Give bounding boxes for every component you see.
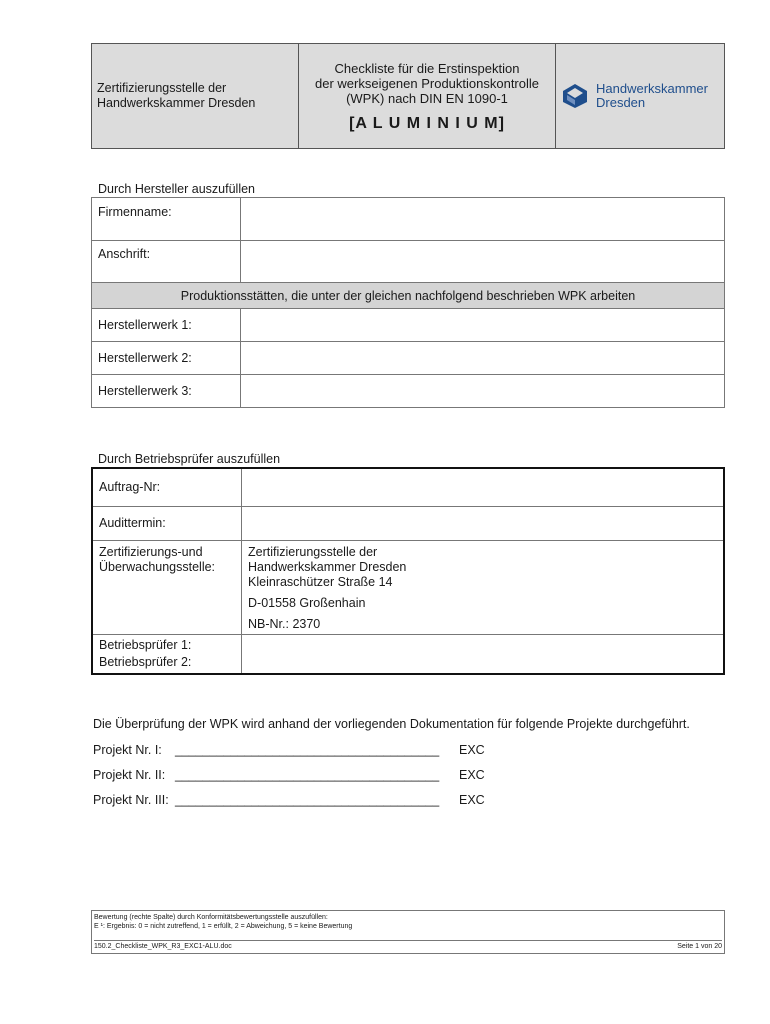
body-line1: Zertifizierungsstelle der bbox=[248, 544, 378, 559]
certification-body-row bbox=[92, 540, 724, 634]
project3-exc: EXC bbox=[459, 793, 485, 807]
auditors-label bbox=[92, 634, 242, 674]
plant2-row bbox=[92, 342, 725, 375]
address-row bbox=[92, 241, 725, 283]
auditor-table bbox=[91, 467, 725, 675]
project3-field[interactable]: ______________________________________ bbox=[175, 793, 440, 807]
body-line2: Handwerkskammer Dresden bbox=[248, 559, 407, 574]
company-row bbox=[92, 198, 725, 241]
sites-heading: Produktionsstätten, die unter der gleichen nachfolgend beschrieben WPK arbeiten bbox=[92, 283, 725, 309]
plant1-label: Herstellerwerk 1: bbox=[92, 309, 241, 342]
plant3-label: Herstellerwerk 3: bbox=[92, 375, 241, 408]
project1-exc: EXC bbox=[459, 743, 485, 757]
hwk-logo-icon bbox=[562, 83, 588, 109]
manufacturer-section-heading: Durch Hersteller auszufüllen bbox=[98, 182, 256, 196]
company-field[interactable] bbox=[241, 198, 725, 241]
project1-label: Projekt Nr. I: bbox=[93, 743, 162, 757]
project2-field[interactable]: ______________________________________ bbox=[175, 768, 440, 782]
order-label: Auftrag-Nr: bbox=[92, 468, 242, 506]
body-label-line1: Zertifizierungs-und bbox=[99, 544, 203, 559]
audit-date-field[interactable] bbox=[242, 506, 725, 540]
order-row bbox=[92, 468, 724, 506]
footer-note-line1: Bewertung (rechte Spalte) durch Konformitätsbewertungsstelle auszufüllen: bbox=[94, 914, 328, 921]
logo-line1: Handwerkskammer bbox=[596, 81, 708, 96]
auditor2-label: Betriebsprüfer 2: bbox=[99, 654, 192, 669]
projects-intro: Die Überprüfung der WPK wird anhand der vorliegenden Dokumentation für folgende Projekte durchgeführt. bbox=[93, 717, 690, 731]
plant2-label: Herstellerwerk 2: bbox=[92, 342, 241, 375]
manufacturer-table bbox=[91, 197, 725, 408]
certification-body-address bbox=[242, 540, 725, 634]
plant3-field[interactable] bbox=[241, 375, 725, 408]
body-line4: D-01558 Großenhain bbox=[248, 595, 366, 610]
audit-date-row bbox=[92, 506, 724, 540]
body-line3: Kleinraschützer Straße 14 bbox=[248, 574, 393, 589]
header-left-line2: Handwerkskammer Dresden bbox=[97, 96, 256, 110]
certification-body-label bbox=[92, 540, 242, 634]
project2-label: Projekt Nr. II: bbox=[93, 768, 166, 782]
page-footer bbox=[91, 910, 725, 954]
logo-line2: Dresden bbox=[596, 95, 646, 110]
auditors-field[interactable] bbox=[242, 634, 725, 674]
project1-field[interactable]: ______________________________________ bbox=[175, 743, 440, 757]
hwk-logo bbox=[556, 82, 724, 110]
audit-date-label: Audittermin: bbox=[92, 506, 242, 540]
document-title-cell bbox=[299, 44, 556, 149]
footer-note-line2: E ¹: Ergebnis: 0 = nicht zutreffend, 1 = erfüllt, 2 = Abweichung, 5 = keine Bewertung bbox=[94, 923, 353, 930]
project3-label: Projekt Nr. III: bbox=[93, 793, 169, 807]
title-line1: Checkliste für die Erstinspektion bbox=[334, 61, 520, 76]
material-label: [A L U M I N I U M] bbox=[349, 115, 505, 132]
logo-cell bbox=[556, 44, 725, 149]
plant3-row bbox=[92, 375, 725, 408]
plant1-row bbox=[92, 309, 725, 342]
body-label-line2: Überwachungsstelle: bbox=[99, 559, 216, 574]
auditor1-label: Betriebsprüfer 1: bbox=[99, 637, 192, 652]
order-field[interactable] bbox=[242, 468, 725, 506]
footer-page-number: Seite 1 von 20 bbox=[677, 943, 722, 950]
auditors-row bbox=[92, 634, 724, 674]
document-header bbox=[91, 43, 725, 149]
plant1-field[interactable] bbox=[241, 309, 725, 342]
address-label: Anschrift: bbox=[92, 241, 241, 283]
sites-heading-row bbox=[92, 283, 725, 309]
header-left-line1: Zertifizierungsstelle der bbox=[97, 81, 227, 95]
title-line2: der werkseigenen Produktionskontrolle bbox=[314, 76, 539, 91]
auditor-section-heading: Durch Betriebsprüfer auszufüllen bbox=[98, 452, 281, 466]
certification-body-cell bbox=[92, 44, 299, 149]
title-line3: (WPK) nach DIN EN 1090-1 bbox=[346, 91, 508, 106]
body-line5: NB-Nr.: 2370 bbox=[248, 616, 321, 631]
address-field[interactable] bbox=[241, 241, 725, 283]
project2-exc: EXC bbox=[459, 768, 485, 782]
footer-filename: 150.2_Checkliste_WPK_R3_EXC1-ALU.doc bbox=[94, 943, 232, 950]
company-label: Firmenname: bbox=[92, 198, 241, 241]
plant2-field[interactable] bbox=[241, 342, 725, 375]
